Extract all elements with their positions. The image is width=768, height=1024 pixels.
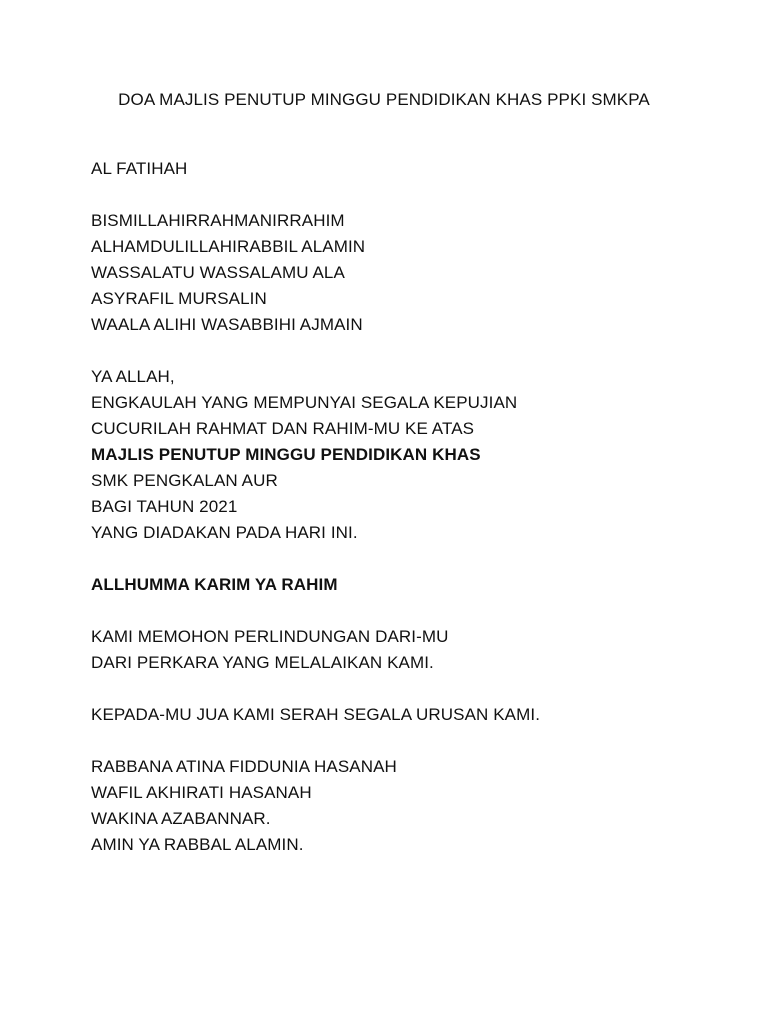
text-line: ENGKAULAH YANG MEMPUNYAI SEGALA KEPUJIAN [91,393,518,412]
text-line: YA ALLAH, [91,367,175,386]
stanza-gap [91,182,711,208]
text-line: WAALA ALIHI WASABBIHI AJMAIN [91,315,363,334]
stanza [91,572,711,598]
stanza [91,624,711,676]
stanza-gap [91,546,711,572]
text-line: KEPADA-MU JUA KAMI SERAH SEGALA URUSAN KAMI. [91,705,541,724]
text-line: DARI PERKARA YANG MELALAIKAN KAMI. [91,653,434,672]
text-line: SMK PENGKALAN AUR [91,471,278,490]
stanza [91,702,711,728]
text-line: WAKINA AZABANNAR. [91,809,271,828]
text-line: KAMI MEMOHON PERLINDUNGAN DARI-MU [91,627,449,646]
stanza-gap [91,676,711,702]
text-line-bold: MAJLIS PENUTUP MINGGU PENDIDIKAN KHAS [91,445,481,464]
text-line: BAGI TAHUN 2021 [91,497,238,516]
text-line: ALHAMDULILLAHIRABBIL ALAMIN [91,237,366,256]
text-line: ASYRAFIL MURSALIN [91,289,267,308]
text-line: RABBANA ATINA FIDDUNIA HASANAH [91,757,397,776]
stanza [91,364,711,546]
text-line: WAFIL AKHIRATI HASANAH [91,783,312,802]
stanza [91,156,711,182]
stanza-gap [91,598,711,624]
text-line: CUCURILAH RAHMAT DAN RAHIM-MU KE ATAS [91,419,475,438]
text-line: BISMILLAHIRRAHMANIRRAHIM [91,211,345,230]
stanza-gap [91,728,711,754]
text-line: AL FATIHAH [91,159,188,178]
text-line: AMIN YA RABBAL ALAMIN. [91,835,304,854]
stanza [91,208,711,338]
text-line-bold: ALLHUMMA KARIM YA RAHIM [91,575,338,594]
text-line: WASSALATU WASSALAMU ALA [91,263,345,282]
stanza [91,754,711,858]
document-body [91,156,711,858]
document-title: DOA MAJLIS PENUTUP MINGGU PENDIDIKAN KHAS PPKI SMKPA [118,90,650,109]
stanza-gap [91,338,711,364]
text-line: YANG DIADAKAN PADA HARI INI. [91,523,358,542]
